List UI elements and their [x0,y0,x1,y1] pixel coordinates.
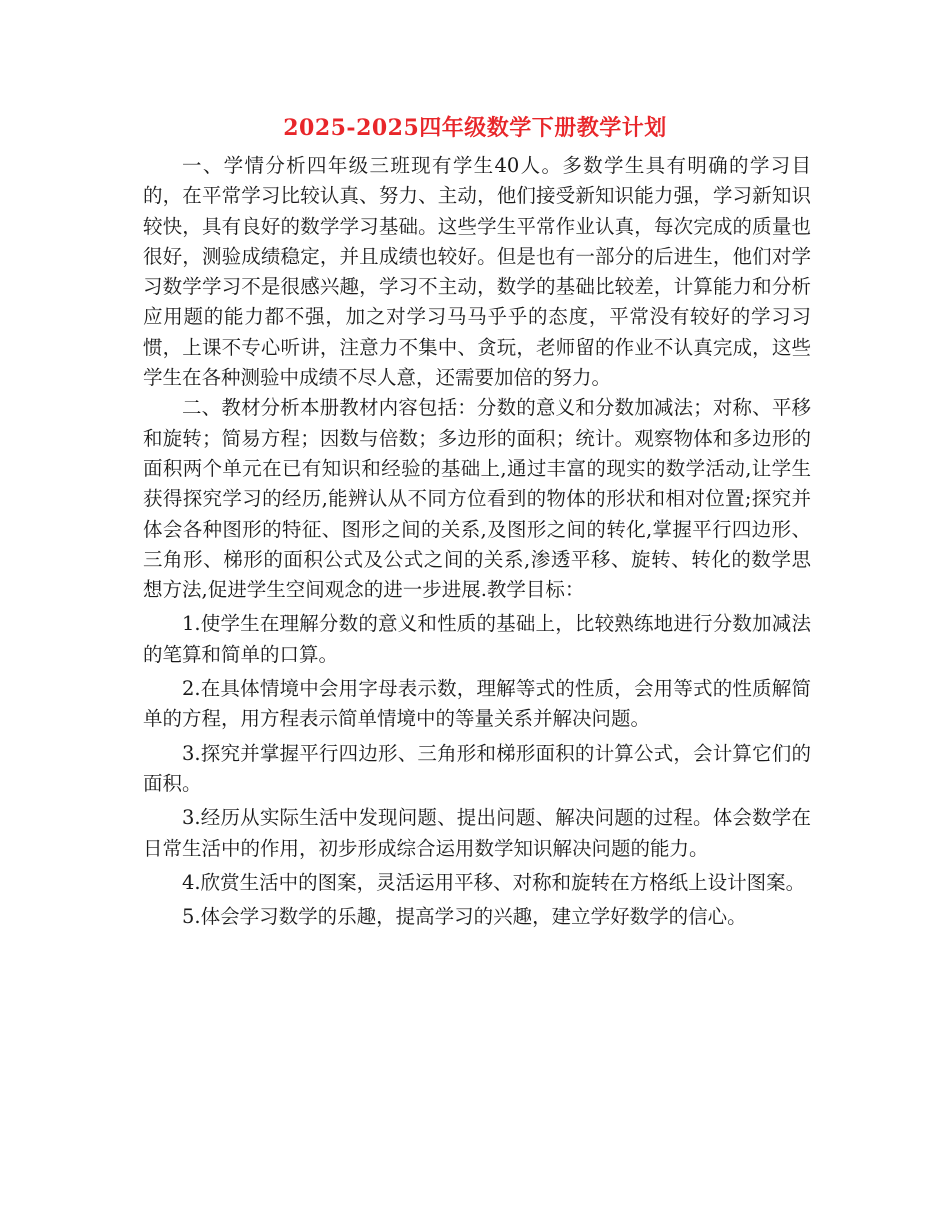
paragraph-textbook-analysis: 二、教材分析本册教材内容包括：分数的意义和分数加减法；对称、平移和旋转；简易方程；因数与倍数；多边形的面积；统计。观察物体和多边形的面积两个单元在已有知识和经验的基础上,通过丰富的现实的数学活动,让学生获得探究学习的经历,能辨认从不同方位看到的物体的形状和相对位置;探究并体会各种图形的特征、图形之间的关系,及图形之间的转化,掌握平行四边形、三角形、梯形的面积公式及公式之间的关系,渗透平移、旋转、转化的数学思想方法,促进学生空间观念的进一步进展.教学目标： [143,396,811,602]
objective-item: 2.在具体情境中会用字母表示数，理解等式的性质，会用等式的性质解简单的方程，用方程表示简单情境中的等量关系并解决问题。 [143,677,811,731]
objective-item: 5.体会学习数学的乐趣，提高学习的兴趣，建立学好数学的信心。 [182,905,747,929]
document-title: 2025-2025四年级数学下册教学计划 [283,115,667,141]
objective-item: 1.使学生在理解分数的意义和性质的基础上，比较熟练地进行分数加减法的笔算和简单的口算。 [143,612,811,666]
objective-item: 4.欣赏生活中的图案，灵活运用平移、对称和旋转在方格纸上设计图案。 [182,870,806,894]
objective-item: 3.探究并掌握平行四边形、三角形和梯形面积的计算公式，会计算它们的面积。 [143,741,811,795]
paragraph-student-analysis: 一、学情分析四年级三班现有学生40人。多数学生具有明确的学习目的，在平常学习比较认真、努力、主动，他们接受新知识能力强，学习新知识较快，具有良好的数学学习基础。这些学生平常作业认真，每次完成的质量也很好，测验成绩稳定，并且成绩也较好。但是也有一部分的后进生，他们对学习数学学习不是很感兴趣，学习不主动，数学的基础比较差，计算能力和分析应用题的能力都不强，加之对学习马马乎乎的态度，平常没有较好的学习习惯，上课不专心听讲，注意力不集中、贪玩，老师留的作业不认真完成，这些学生在各种测验中成绩不尽人意，还需要加倍的努力。 [143,154,811,390]
document-body [143,151,811,932]
objective-item: 3.经历从实际生活中发现问题、提出问题、解决问题的过程。体会数学在日常生活中的作用，初步形成综合运用数学知识解决问题的能力。 [143,806,811,860]
